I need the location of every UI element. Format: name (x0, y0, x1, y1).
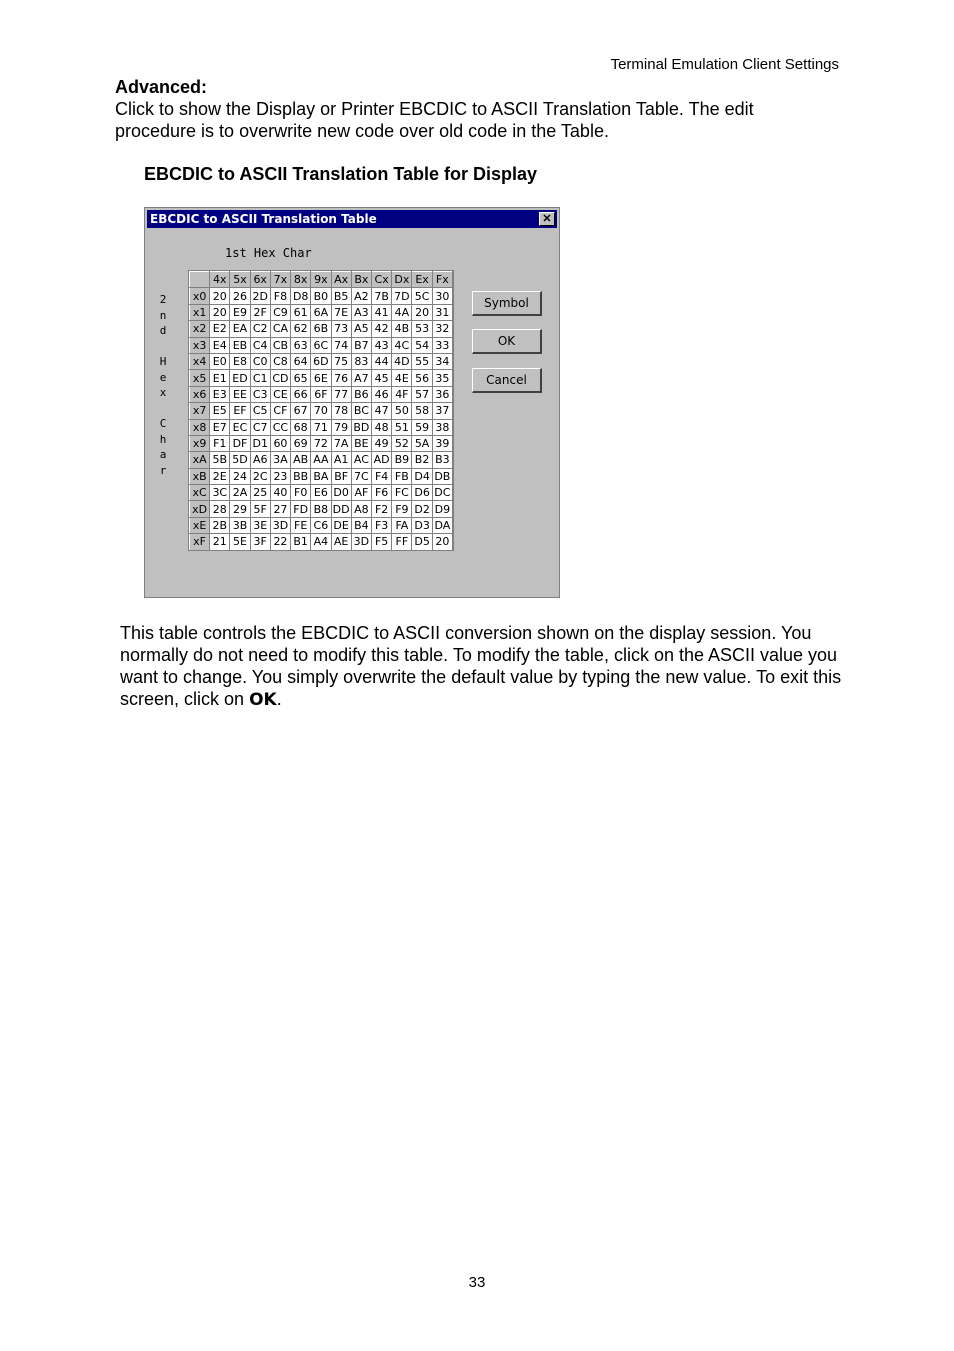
table-cell[interactable]: 5A (412, 435, 432, 451)
table-cell[interactable]: 67 (291, 403, 311, 419)
column-header: Bx (351, 272, 371, 288)
column-header: 9x (311, 272, 331, 288)
table-cell[interactable]: D9 (432, 501, 452, 517)
section-heading: Advanced: (115, 77, 208, 97)
table-cell[interactable]: 76 (331, 370, 351, 386)
vertical-label-char: 2 (159, 293, 167, 306)
table-cell[interactable]: E2 (210, 321, 230, 337)
table-cell[interactable]: F5 (372, 534, 392, 550)
table-cell[interactable]: 4A (392, 304, 412, 320)
translation-table (189, 271, 453, 551)
table-cell[interactable]: 6C (311, 337, 331, 353)
table-cell[interactable]: 3F (250, 534, 270, 550)
table-cell[interactable]: 70 (311, 403, 331, 419)
table-cell[interactable]: 56 (412, 370, 432, 386)
row-header: x6 (190, 386, 210, 402)
table-cell[interactable]: F1 (210, 435, 230, 451)
table-cell[interactable]: 2D (250, 288, 270, 304)
table-cell[interactable]: E7 (210, 419, 230, 435)
vertical-label-char: h (159, 432, 167, 446)
table-cell[interactable]: FE (291, 517, 311, 533)
ok-button[interactable]: OK (472, 329, 542, 354)
table-cell[interactable]: 50 (392, 403, 412, 419)
table-cell[interactable]: E8 (230, 353, 250, 369)
table-cell[interactable]: F6 (372, 485, 392, 501)
table-cell[interactable]: 51 (392, 419, 412, 435)
table-cell[interactable]: BA (311, 468, 331, 484)
table-cell[interactable]: A3 (351, 304, 371, 320)
page-number: 33 (468, 1274, 486, 1291)
column-header: 4x (210, 272, 230, 288)
table-cell[interactable]: F0 (291, 485, 311, 501)
table-cell[interactable]: CA (270, 321, 290, 337)
row-header: xD (190, 501, 210, 517)
table-cell[interactable]: 74 (331, 337, 351, 353)
table-cell[interactable]: 4C (392, 337, 412, 353)
table-cell[interactable]: 20 (432, 534, 452, 550)
vertical-label-char: a (159, 448, 167, 461)
column-header: 5x (230, 272, 250, 288)
column-header: 8x (291, 272, 311, 288)
table-cell[interactable]: DD (332, 502, 350, 516)
vertical-label-char: n (159, 308, 167, 322)
table-cell[interactable]: B7 (351, 337, 371, 353)
table-cell[interactable]: D0 (331, 485, 351, 501)
table-row (190, 452, 453, 468)
table-cell[interactable]: 30 (432, 288, 452, 304)
table-cell[interactable]: 45 (372, 370, 392, 386)
column-header: 6x (250, 272, 270, 288)
table-cell[interactable]: AC (351, 452, 371, 468)
second-hex-char-label (158, 292, 168, 478)
figure-caption: EBCDIC to ASCII Translation Table for Display (144, 164, 538, 184)
table-cell[interactable]: 6A (311, 304, 331, 320)
table-cell[interactable]: 65 (291, 370, 311, 386)
table-cell[interactable]: B9 (392, 452, 412, 468)
table-cell[interactable]: 64 (291, 353, 311, 369)
row-header: x9 (190, 435, 210, 451)
table-cell[interactable]: EA (230, 321, 250, 337)
vertical-label-char: C (159, 417, 167, 430)
table-row (190, 435, 453, 451)
row-header: xE (190, 517, 210, 533)
table-cell[interactable]: 2A (230, 485, 250, 501)
table-row (190, 370, 453, 386)
table-cell[interactable]: 79 (331, 419, 351, 435)
table-cell[interactable]: DB (432, 468, 452, 484)
table-cell[interactable]: 39 (432, 435, 452, 451)
vertical-label-char: d (159, 324, 167, 337)
table-cell[interactable]: FF (392, 534, 412, 550)
table-cell[interactable]: D2 (412, 501, 432, 517)
table-cell[interactable]: F4 (372, 468, 392, 484)
row-header: xA (190, 452, 210, 468)
row-header: xC (190, 485, 210, 501)
table-cell[interactable]: 77 (331, 386, 351, 402)
table-cell[interactable]: B4 (351, 517, 371, 533)
table-cell[interactable]: CD (270, 370, 290, 386)
table-cell[interactable]: C3 (250, 386, 270, 402)
table-row (190, 321, 453, 337)
table-cell[interactable]: C4 (250, 337, 270, 353)
header-row (190, 272, 453, 288)
table-cell[interactable]: E9 (230, 304, 250, 320)
vertical-label-char (158, 339, 168, 355)
table-cell[interactable]: 7D (392, 288, 412, 304)
table-row (190, 517, 453, 533)
table-cell[interactable]: 75 (331, 353, 351, 369)
table-cell[interactable]: 6D (311, 353, 331, 369)
translation-grid (188, 270, 454, 551)
table-cell[interactable]: DC (432, 485, 452, 501)
table-cell[interactable]: 27 (270, 501, 290, 517)
table-cell[interactable]: 44 (372, 353, 392, 369)
symbol-button[interactable]: Symbol (472, 291, 542, 316)
table-cell[interactable]: 3D (351, 534, 371, 550)
table-cell[interactable]: 3C (210, 485, 230, 501)
table-cell[interactable]: 7C (351, 468, 371, 484)
table-cell[interactable]: CB (270, 337, 290, 353)
table-cell[interactable]: 53 (412, 321, 432, 337)
table-cell[interactable]: 42 (372, 321, 392, 337)
table-row (190, 304, 453, 320)
table-cell[interactable]: 29 (230, 501, 250, 517)
table-cell[interactable]: 55 (412, 353, 432, 369)
table-cell[interactable]: A6 (250, 452, 270, 468)
table-cell[interactable]: C1 (250, 370, 270, 386)
row-header: x4 (190, 353, 210, 369)
table-cell[interactable]: BB (291, 468, 311, 484)
table-cell[interactable]: 3D (270, 517, 290, 533)
table-cell[interactable]: 37 (432, 403, 452, 419)
table-cell[interactable]: A7 (351, 370, 371, 386)
table-cell[interactable]: 61 (291, 304, 311, 320)
table-cell[interactable]: F9 (392, 501, 412, 517)
table-cell[interactable]: 4B (392, 321, 412, 337)
table-cell[interactable]: CC (270, 419, 290, 435)
table-cell[interactable]: 57 (412, 386, 432, 402)
table-cell[interactable]: EB (230, 337, 250, 353)
body-text: This table controls the EBCDIC to ASCII conversion shown on the display session. You normally do not need to modify this table. To modify the table, click on the ASCII value you want to change. You simply overwrite the default value by typing the new value. To exit this screen, click on (120, 623, 842, 709)
table-cell[interactable]: B0 (311, 288, 331, 304)
table-cell[interactable]: D3 (412, 517, 432, 533)
row-header: x8 (190, 419, 210, 435)
vertical-label-char (158, 401, 168, 417)
column-header: 7x (270, 272, 290, 288)
translation-table-dialog (144, 207, 560, 598)
table-cell[interactable]: B5 (331, 288, 351, 304)
table-cell[interactable]: 59 (412, 419, 432, 435)
table-cell[interactable]: E1 (210, 370, 230, 386)
table-cell[interactable]: B8 (311, 501, 331, 517)
table-cell[interactable]: 66 (291, 386, 311, 402)
row-header: x3 (190, 337, 210, 353)
table-cell[interactable]: 32 (432, 321, 452, 337)
table-cell[interactable]: CF (270, 403, 290, 419)
table-cell[interactable]: AA (311, 452, 331, 468)
table-row (190, 288, 453, 304)
table-row (190, 386, 453, 402)
table-cell[interactable]: 58 (412, 403, 432, 419)
table-cell[interactable]: B1 (291, 534, 311, 550)
table-cell[interactable]: AF (351, 485, 371, 501)
table-cell[interactable]: 24 (230, 468, 250, 484)
table-cell[interactable]: 7B (372, 288, 392, 304)
table-cell[interactable]: 6E (311, 370, 331, 386)
table-row (190, 337, 453, 353)
table-cell[interactable]: 4F (392, 386, 412, 402)
table-cell[interactable]: 2B (210, 517, 230, 533)
table-cell[interactable]: 34 (432, 353, 452, 369)
table-cell[interactable]: BE (351, 435, 371, 451)
table-row (190, 485, 453, 501)
table-cell[interactable]: BF (331, 468, 351, 484)
table-cell[interactable]: 3E (250, 517, 270, 533)
table-cell[interactable]: B3 (432, 452, 452, 468)
table-cell[interactable]: 2C (250, 468, 270, 484)
row-header: x5 (190, 370, 210, 386)
close-icon: ✕ (542, 213, 552, 225)
table-cell[interactable]: D1 (250, 435, 270, 451)
table-cell[interactable]: EF (230, 403, 250, 419)
table-cell[interactable]: 47 (372, 403, 392, 419)
table-cell[interactable]: C0 (250, 353, 270, 369)
table-cell[interactable]: 5E (230, 534, 250, 550)
table-cell[interactable]: 4E (392, 370, 412, 386)
cancel-button[interactable]: Cancel (472, 368, 542, 393)
corner-cell (190, 272, 210, 288)
table-cell[interactable]: FB (392, 468, 412, 484)
table-cell[interactable]: F3 (372, 517, 392, 533)
table-cell[interactable]: BD (351, 419, 371, 435)
row-header: x2 (190, 321, 210, 337)
table-cell[interactable]: 35 (432, 370, 452, 386)
row-header: x7 (190, 403, 210, 419)
table-cell[interactable]: 21 (210, 534, 230, 550)
table-cell[interactable]: F8 (270, 288, 290, 304)
table-cell[interactable]: 22 (270, 534, 290, 550)
body-paragraph (120, 622, 850, 711)
running-header: Terminal Emulation Client Settings (610, 56, 839, 73)
table-cell[interactable]: D6 (412, 485, 432, 501)
table-cell[interactable]: 60 (270, 435, 290, 451)
table-cell[interactable]: 41 (372, 304, 392, 320)
table-cell[interactable]: 20 (412, 304, 432, 320)
table-cell[interactable]: DF (230, 435, 250, 451)
body-text-end: . (276, 689, 282, 709)
table-cell[interactable]: 46 (372, 386, 392, 402)
table-cell[interactable]: 4D (392, 353, 412, 369)
table-cell[interactable]: 7E (331, 304, 351, 320)
row-header: x1 (190, 304, 210, 320)
first-hex-char-label: 1st Hex Char (225, 246, 312, 260)
table-cell[interactable]: 2F (250, 304, 270, 320)
table-cell[interactable]: FD (291, 501, 311, 517)
table-cell[interactable]: C8 (270, 353, 290, 369)
table-cell[interactable]: C5 (250, 403, 270, 419)
table-cell[interactable]: E6 (311, 485, 331, 501)
table-cell[interactable]: C2 (250, 321, 270, 337)
table-cell[interactable]: A4 (311, 534, 331, 550)
table-cell[interactable]: 20 (210, 288, 230, 304)
close-button[interactable] (539, 212, 555, 226)
table-cell[interactable]: FC (392, 485, 412, 501)
table-cell[interactable]: 38 (432, 419, 452, 435)
table-row (190, 501, 453, 517)
table-cell[interactable]: E3 (210, 386, 230, 402)
table-cell[interactable]: ED (230, 370, 250, 386)
table-cell[interactable]: 43 (372, 337, 392, 353)
table-cell[interactable]: 33 (432, 337, 452, 353)
table-cell[interactable]: D4 (412, 468, 432, 484)
table-cell[interactable]: 49 (372, 435, 392, 451)
table-cell[interactable]: 6F (311, 386, 331, 402)
table-cell[interactable]: 72 (311, 435, 331, 451)
table-cell[interactable]: C6 (311, 517, 331, 533)
table-cell[interactable]: 7A (331, 435, 351, 451)
table-cell[interactable]: DA (432, 517, 452, 533)
table-cell[interactable]: 23 (270, 468, 290, 484)
table-cell[interactable]: 26 (230, 288, 250, 304)
dialog-title: EBCDIC to ASCII Translation Table (150, 212, 377, 226)
table-cell[interactable]: 5B (210, 452, 230, 468)
table-cell[interactable]: 28 (210, 501, 230, 517)
table-cell[interactable]: 6B (311, 321, 331, 337)
table-cell[interactable]: CE (270, 386, 290, 402)
table-row (190, 534, 453, 550)
row-header: xB (190, 468, 210, 484)
vertical-label-char: H (159, 355, 167, 368)
table-cell[interactable]: 73 (331, 321, 351, 337)
table-cell[interactable]: 83 (351, 353, 371, 369)
table-cell[interactable]: 5C (412, 288, 432, 304)
table-cell[interactable]: C9 (270, 304, 290, 320)
table-cell[interactable]: A2 (351, 288, 371, 304)
table-cell[interactable]: 48 (372, 419, 392, 435)
table-cell[interactable]: 20 (210, 304, 230, 320)
table-cell[interactable]: 3A (270, 452, 290, 468)
table-cell[interactable]: 78 (331, 403, 351, 419)
column-header: Dx (392, 272, 412, 288)
table-cell[interactable]: 31 (432, 304, 452, 320)
table-cell[interactable]: AB (291, 452, 311, 468)
table-cell[interactable]: D8 (291, 288, 311, 304)
table-cell[interactable]: AD (372, 452, 392, 468)
column-header: Ax (331, 272, 351, 288)
table-cell[interactable]: 62 (291, 321, 311, 337)
table-cell[interactable]: 25 (250, 485, 270, 501)
table-cell[interactable]: 63 (291, 337, 311, 353)
vertical-label-char: x (159, 386, 167, 399)
table-cell[interactable]: 2E (210, 468, 230, 484)
vertical-label-char: e (159, 370, 167, 384)
table-cell[interactable]: 52 (392, 435, 412, 451)
table-cell[interactable]: DE (331, 517, 351, 533)
table-cell[interactable]: A5 (351, 321, 371, 337)
table-row (190, 468, 453, 484)
table-cell[interactable]: A8 (351, 501, 371, 517)
column-header: Ex (412, 272, 432, 288)
table-cell[interactable]: B6 (351, 386, 371, 402)
table-cell[interactable]: E0 (210, 353, 230, 369)
table-cell[interactable]: BC (351, 403, 371, 419)
intro-paragraph: Click to show the Display or Printer EBCDIC to ASCII Translation Table. The edit procedure is to overwrite new code over old code in the Table. (115, 99, 754, 141)
ok-reference: OK (249, 690, 277, 710)
table-cell[interactable]: C7 (250, 419, 270, 435)
dialog-titlebar[interactable] (147, 210, 557, 228)
table-cell[interactable]: 36 (432, 386, 452, 402)
table-row (190, 353, 453, 369)
table-cell[interactable]: 40 (270, 485, 290, 501)
table-cell[interactable]: 5F (250, 501, 270, 517)
table-cell[interactable]: FA (392, 517, 412, 533)
table-cell[interactable]: 5D (230, 452, 250, 468)
table-cell[interactable]: 54 (412, 337, 432, 353)
table-cell[interactable]: B2 (412, 452, 432, 468)
table-cell[interactable]: E5 (210, 403, 230, 419)
table-cell[interactable]: D5 (412, 534, 432, 550)
column-header: Fx (432, 272, 452, 288)
table-row (190, 403, 453, 419)
row-header: x0 (190, 288, 210, 304)
table-cell[interactable]: E4 (210, 337, 230, 353)
table-cell[interactable]: 3B (230, 517, 250, 533)
table-cell[interactable]: AE (331, 534, 351, 550)
table-cell[interactable]: 71 (311, 419, 331, 435)
table-cell[interactable]: F2 (372, 501, 392, 517)
row-header: xF (190, 534, 210, 550)
table-row (190, 419, 453, 435)
column-header: Cx (372, 272, 392, 288)
table-cell[interactable]: A1 (331, 452, 351, 468)
table-cell[interactable]: EC (230, 419, 250, 435)
table-cell[interactable]: EE (230, 386, 250, 402)
table-cell[interactable]: 68 (291, 419, 311, 435)
table-cell[interactable]: 69 (291, 435, 311, 451)
vertical-label-char: r (159, 463, 167, 477)
